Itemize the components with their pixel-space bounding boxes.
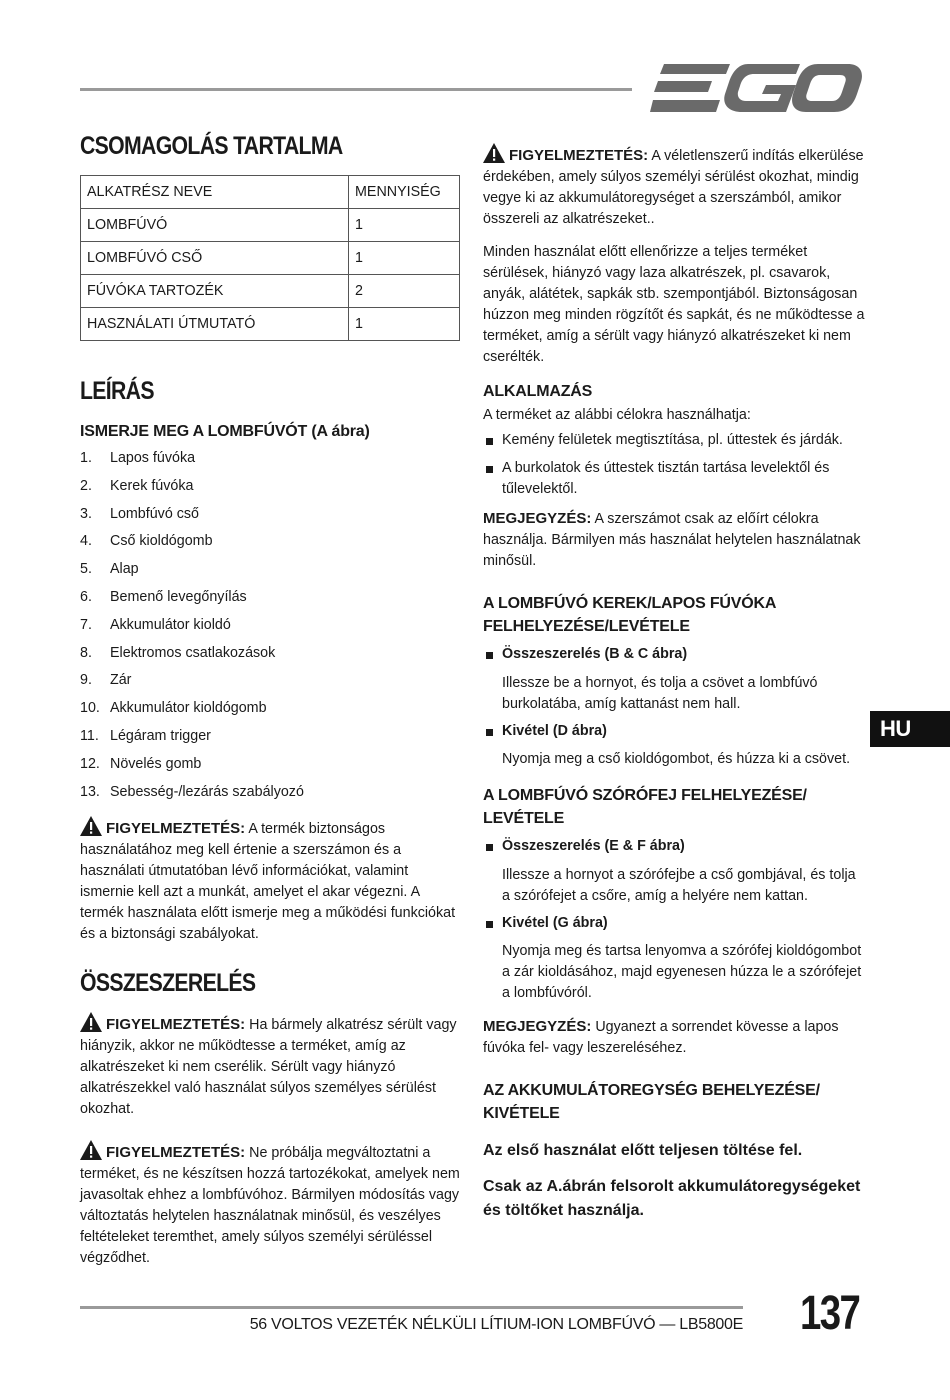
warning-paragraph — [483, 143, 865, 230]
list-item: 11. Légáram trigger — [80, 727, 211, 744]
table-row — [81, 308, 460, 341]
right-column — [483, 143, 865, 1223]
warning-icon — [80, 816, 102, 836]
table-header-cell: ALKATRÉSZ NEVE — [81, 176, 349, 209]
footer-text: 56 VOLTOS VEZETÉK NÉLKÜLI LÍTIUM-ION LOMBFÚVÓ — LB5800E — [249, 1316, 743, 1333]
list-item: 8. Elektromos csatlakozások — [80, 644, 276, 661]
warning-paragraph — [80, 816, 460, 945]
list-item: 9. Zár — [80, 672, 132, 689]
table-cell: 2 — [349, 275, 460, 308]
nozzle-title: A LOMBFÚVÓ KEREK/LAPOS FÚVÓKA FELHELYEZÉSE/LEVÉTELE — [483, 595, 776, 635]
list-item: A burkolatok és úttestek tisztán tartása levelektől és tűlevelektől. — [483, 458, 865, 500]
list-item: 5. Alap — [80, 561, 139, 578]
list-item: 7. Akkumulátor kioldó — [80, 616, 231, 633]
nozzle-removal-label: Kivétel (D ábra) — [483, 721, 865, 742]
assembly-title: ÖSSZESZERELÉS — [80, 969, 256, 998]
note-text: A szerszámot csak az előírt célokra használja. Bármilyen más használat helytelen használatnak minősül. — [483, 511, 861, 569]
note-paragraph — [483, 1016, 865, 1059]
warning-text: Ha bármely alkatrész sérült vagy hiányzik, akkor ne működtesse a terméket, amíg az alkatrészeket ki nem cserélik. Sérült vagy hiányzó alkatrészekkel való használat súlyos személyes sérülést okozhat. — [80, 1017, 457, 1118]
package-title: CSOMAGOLÁS TARTALMA — [80, 132, 343, 160]
list-item: 6. Bemenő levegőnyílás — [80, 588, 247, 605]
note-text: Ugyanezt a sorrendet kövesse a lapos fúvóka fel- vagy leszereléséhez. — [483, 1019, 839, 1056]
spread-assembly-text: Illessze a hornyot a szórófejbe a cső gombjával, és tolja a szórófejet a csőre, amíg a helyére nem kattan. — [502, 867, 856, 904]
warning-label: FIGYELMEZTETÉS: — [106, 1144, 246, 1162]
warning-text: Ne próbálja megváltoztatni a terméket, és ne készítsen hozzá tartozékokat, amelyek nem javasoltak ehhez a lombfúvóhoz. Bármilyen módosítás vagy változtatás helytelen használatnak minősül, és veszélyes feltételeket teremthet, amely súlyos személyi sérüléssel végződhet. — [80, 1145, 460, 1267]
nozzle-assembly-text: Illessze be a hornyot, és tolja a csövet a lombfúvó burkolatába, amíg kattanást nem hall. — [502, 675, 818, 712]
know-title: ISMERJE MEG A LOMBFÚVÓT (A ábra) — [80, 423, 370, 440]
table-cell: 1 — [349, 209, 460, 242]
warning-icon — [483, 143, 505, 163]
application-title: ALKALMAZÁS — [483, 383, 593, 400]
warning-paragraph — [80, 1140, 460, 1269]
language-tab: HU — [870, 711, 950, 747]
ego-logo — [650, 64, 862, 112]
table-cell: HASZNÁLATI ÚTMUTATÓ — [81, 308, 349, 341]
page-number: 137 — [800, 1287, 860, 1340]
list-item: 2. Kerek fúvóka — [80, 477, 194, 494]
table-header-cell: MENNYISÉG — [349, 176, 460, 209]
warning-label: FIGYELMEZTETÉS: — [106, 1016, 246, 1034]
application-list — [483, 430, 865, 500]
package-table — [80, 175, 460, 341]
spread-title: A LOMBFÚVÓ SZÓRÓFEJ FELHELYEZÉSE/ LEVÉTELE — [483, 787, 807, 827]
spread-removal-text: Nyomja meg és tartsa lenyomva a szórófej kioldógombot a zár kioldásához, majd egyenesen húzza le a szórófejet a lombfúvóról. — [502, 943, 862, 1001]
table-row — [81, 209, 460, 242]
table-cell: 1 — [349, 242, 460, 275]
footer-rule — [80, 1306, 743, 1309]
nozzle-assembly-label: Összeszerelés (B & C ábra) — [483, 644, 865, 665]
nozzle-removal-text: Nyomja meg a cső kioldógombot, és húzza ki a csövet. — [502, 751, 851, 767]
warning-icon — [80, 1012, 102, 1032]
warning-label: FIGYELMEZTETÉS: — [509, 147, 649, 164]
spread-list — [483, 836, 865, 857]
list-item: Kemény felületek megtisztítása, pl. úttestek és járdák. — [483, 430, 865, 451]
spread-assembly-label: Összeszerelés (E & F ábra) — [483, 836, 865, 857]
nozzle-list — [483, 644, 865, 665]
warning-paragraph — [80, 1012, 460, 1120]
battery-line-1: Az első használat előtt teljesen töltése fel. — [483, 1142, 803, 1159]
application-intro: A terméket az alábbi célokra használhatja: — [483, 407, 751, 423]
left-column — [80, 132, 460, 1269]
warning-text: A véletlenszerű indítás elkerülése érdekében, amely súlyos személyi sérülést okozhat, mindig vegye ki az akkumulátoregységet a szerszámból, amikor összereli az alkatrészeket.. — [483, 148, 864, 227]
table-header-row — [81, 176, 460, 209]
note-paragraph — [483, 508, 865, 572]
spread-removal-label: Kivétel (G ábra) — [483, 913, 865, 934]
list-item: 13. Sebesség-/lezárás szabályozó — [80, 783, 304, 800]
nozzle-list — [483, 721, 865, 742]
description-title: LEÍRÁS — [80, 377, 154, 405]
table-cell: LOMBFÚVÓ — [81, 209, 349, 242]
note-label: MEGJEGYZÉS: — [483, 510, 592, 527]
table-cell: FÚVÓKA TARTOZÉK — [81, 275, 349, 308]
battery-line-2: Csak az A.ábrán felsorolt akkumulátoregységeket és töltőket használja. — [483, 1178, 861, 1219]
header-rule — [80, 88, 632, 91]
list-item: 3. Lombfúvó cső — [80, 505, 200, 522]
table-row — [81, 242, 460, 275]
warning-label: FIGYELMEZTETÉS: — [106, 820, 246, 838]
list-item: 10. Akkumulátor kioldógomb — [80, 700, 267, 717]
list-item: 1. Lapos fúvóka — [80, 450, 196, 466]
warning-text: A termék biztonságos használatához meg kell értenie a szerszámon és a használati útmutatóban lévő információkat, valamint ismernie kell azt a munkát, amelyet el akar végezni. A termék használata előtt ismerje meg a működési funkciókat és a biztonsági szabályokat. — [80, 821, 456, 943]
warning-icon — [80, 1140, 102, 1160]
parts-list — [80, 445, 460, 806]
table-row — [81, 275, 460, 308]
list-item: 12. Növelés gomb — [80, 755, 202, 772]
note-label: MEGJEGYZÉS: — [483, 1018, 592, 1035]
check-text: Minden használat előtt ellenőrizze a teljes terméket sérülések, hiányzó vagy laza alkatrészek, pl. csavarok, anyák, alátétek, sapkák stb. szempontjából. Biztonságosan húzzon meg minden rögzítőt és sapkát, és ne működtesse a terméket, amíg a sérült vagy hiányzó alkatrészeket ki nem cserélték. — [483, 244, 865, 365]
battery-title: AZ AKKUMULÁTOREGYSÉG BEHELYEZÉSE/ KIVÉTELE — [483, 1082, 820, 1122]
table-cell: LOMBFÚVÓ CSŐ — [81, 242, 349, 275]
list-item: 4. Cső kioldógomb — [80, 533, 213, 550]
spread-list — [483, 913, 865, 934]
table-cell: 1 — [349, 308, 460, 341]
